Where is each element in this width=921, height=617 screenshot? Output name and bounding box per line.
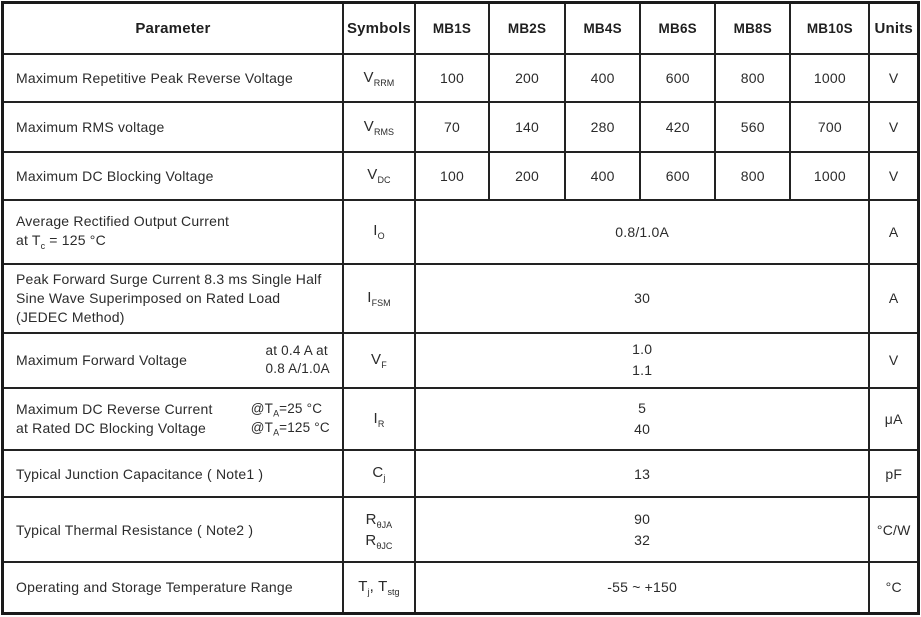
vrms-symbol: $V_{RMS}$ xyxy=(343,102,415,151)
vrms-unit: V xyxy=(869,102,918,151)
row-vf xyxy=(3,333,919,389)
col-header-mb8s: MB8S xyxy=(715,3,790,54)
row-vdc xyxy=(3,152,919,200)
col-header-mb10s: MB10S xyxy=(790,3,869,54)
row-ifsm xyxy=(3,264,919,333)
vdc-unit: V xyxy=(869,152,918,200)
io-parameter: Average Rectified Output Current at $T_c = 125$ °C xyxy=(3,200,343,264)
row-ir xyxy=(3,388,919,450)
vdc-symbol: $V_{DC}$ xyxy=(343,152,415,200)
vdc-value-mb10s: 1000 xyxy=(790,152,869,200)
col-header-units: Units xyxy=(869,3,918,54)
vdc-value-mb6s: 600 xyxy=(640,152,715,200)
row-rth xyxy=(3,497,919,562)
vrrm-value-mb1s: 100 xyxy=(415,54,489,102)
ifsm-unit: A xyxy=(869,264,918,333)
row-vrms xyxy=(3,102,919,151)
io-symbol: $I_O$ xyxy=(343,200,415,264)
row-cj xyxy=(3,450,919,497)
col-header-mb6s: MB6S xyxy=(640,3,715,54)
cj-value: 13 xyxy=(415,450,869,497)
col-header-parameter: Parameter xyxy=(3,3,343,54)
tstg-symbol: $T_j$, $T_{stg}$ xyxy=(343,562,415,614)
vrms-value-mb10s: 700 xyxy=(790,102,869,151)
tstg-value: -55 ~ +150 xyxy=(415,562,869,614)
vrrm-value-mb4s: 400 xyxy=(565,54,640,102)
vrms-value-mb8s: 560 xyxy=(715,102,790,151)
vrrm-unit: V xyxy=(869,54,918,102)
col-header-mb2s: MB2S xyxy=(489,3,565,54)
vrms-value-mb6s: 420 xyxy=(640,102,715,151)
tstg-unit: °C xyxy=(869,562,918,614)
rth-value: 90 32 xyxy=(415,497,869,562)
vdc-value-mb2s: 200 xyxy=(489,152,565,200)
vf-test-condition: at 0.4 A at 0.8 A/1.0A xyxy=(265,343,330,377)
vdc-value-mb8s: 800 xyxy=(715,152,790,200)
vrrm-symbol: $V_{RRM}$ xyxy=(343,54,415,102)
ifsm-parameter: Peak Forward Surge Current 8.3 ms Single Half Sine Wave Superimposed on Rated Load (JEDEC Method) xyxy=(3,264,343,333)
vrrm-value-mb6s: 600 xyxy=(640,54,715,102)
vrrm-parameter: Maximum Repetitive Peak Reverse Voltage xyxy=(3,54,343,102)
vrms-value-mb2s: 140 xyxy=(489,102,565,151)
vf-unit: V xyxy=(869,333,918,389)
vrrm-value-mb8s: 800 xyxy=(715,54,790,102)
vrrm-value-mb2s: 200 xyxy=(489,54,565,102)
cj-unit: pF xyxy=(869,450,918,497)
ir-value: 5 40 xyxy=(415,388,869,450)
vrrm-value-mb10s: 1000 xyxy=(790,54,869,102)
ir-test-condition: $@T_A=25$ °C $@T_A=125$ °C xyxy=(250,401,330,438)
rth-unit: °C/W xyxy=(869,497,918,562)
vdc-value-mb4s: 400 xyxy=(565,152,640,200)
io-unit: A xyxy=(869,200,918,264)
vrms-value-mb4s: 280 xyxy=(565,102,640,151)
vdc-parameter: Maximum DC Blocking Voltage xyxy=(3,152,343,200)
maximum-ratings-table xyxy=(1,1,920,615)
vf-symbol: $V_F$ xyxy=(343,333,415,389)
rth-symbol: $R_{\theta JA}$ $R_{\theta JC}$ xyxy=(343,497,415,562)
vf-value: 1.0 1.1 xyxy=(415,333,869,389)
row-tstg xyxy=(3,562,919,614)
row-io xyxy=(3,200,919,264)
cj-symbol: $C_j$ xyxy=(343,450,415,497)
rth-parameter: Typical Thermal Resistance ( Note2 ) xyxy=(3,497,343,562)
col-header-mb4s: MB4S xyxy=(565,3,640,54)
io-value: 0.8/1.0A xyxy=(415,200,869,264)
col-header-symbols: Symbols xyxy=(343,3,415,54)
ifsm-symbol: $I_{FSM}$ xyxy=(343,264,415,333)
tstg-parameter: Operating and Storage Temperature Range xyxy=(3,562,343,614)
col-header-mb1s: MB1S xyxy=(415,3,489,54)
vrms-value-mb1s: 70 xyxy=(415,102,489,151)
cj-parameter: Typical Junction Capacitance ( Note1 ) xyxy=(3,450,343,497)
ir-unit: μA xyxy=(869,388,918,450)
datasheet-ratings-sheet xyxy=(0,1,921,617)
ir-symbol: $I_R$ xyxy=(343,388,415,450)
vdc-value-mb1s: 100 xyxy=(415,152,489,200)
header-row xyxy=(3,3,919,54)
vf-parameter: Maximum Forward Voltage at 0.4 A at 0.8 A/1.0A xyxy=(3,333,343,389)
row-vrrm xyxy=(3,54,919,102)
ifsm-value: 30 xyxy=(415,264,869,333)
vrms-parameter: Maximum RMS voltage xyxy=(3,102,343,151)
ir-parameter: Maximum DC Reverse Current at Rated DC Blocking Voltage $@T_A=25$ °C $@T_A=125$ °C xyxy=(3,388,343,450)
